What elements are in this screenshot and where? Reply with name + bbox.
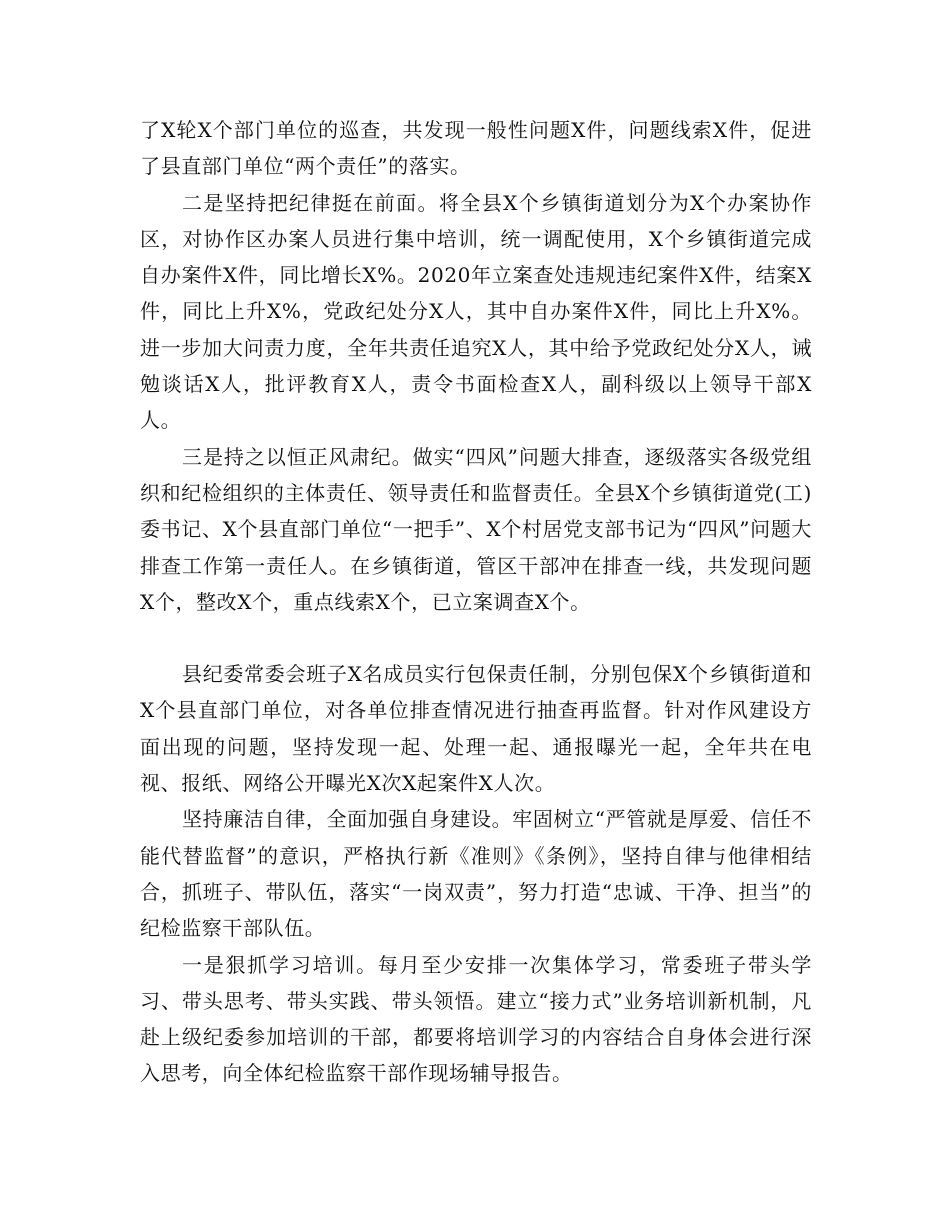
paragraph-training: 一是狠抓学习培训。每月至少安排一次集体学习，常委班子带头学习、带头思考、带头实践、带头领悟。建立“接力式”业务培训新机制，凡赴上级纪委参加培训的干部，都要将培训学习的内容结合自身体会进行深入思考，向全体纪检监察干部作现场辅导报告。 bbox=[140, 952, 812, 1086]
paragraph-self-discipline: 坚持廉洁自律，全面加强自身建设。牢固树立“严管就是厚爱、信任不能代替监督”的意识，严格执行新《准则》《条例》，坚持自律与他律相结合，抓班子、带队伍，落实“一岗双责”，努力打造“忠诚、干净、担当”的纪检监察干部队伍。 bbox=[140, 807, 812, 941]
paragraph-discipline: 二是坚持把纪律挺在前面。将全县X个乡镇街道划分为X个办案协作区，对协作区办案人员进行集中培训，统一调配使用，X个乡镇街道完成自办案件X件，同比增长X%。2020年立案查处违规违纪案件X件，结案X件，同比上升X%，党政纪处分X人，其中自办案件X件，同比上升X%。进一步加大问责力度，全年共责任追究X人，其中给予党政纪处分X人，诫勉谈话X人，批评教育X人，责令书面检查X人，副科级以上领导干部X人。 bbox=[140, 190, 812, 433]
paragraph-four-winds: 三是持之以恒正风肃纪。做实“四风”问题大排查，逐级落实各级党组织和纪检组织的主体责任、领导责任和监督责任。全县X个乡镇街道党(工)委书记、X个县直部门单位“一把手”、X个村居党支部书记为“四风”问题大排查工作第一责任人。在乡镇街道，管区干部冲在排查一线，共发现问题X个，整改X个，重点线索X个，已立案调查X个。 bbox=[140, 444, 812, 614]
paragraph-continuation: 了X轮X个部门单位的巡查，共发现一般性问题X件，问题线索X件，促进了县直部门单位“两个责任”的落实。 bbox=[140, 118, 812, 179]
paragraph-standing-committee: 县纪委常委会班子X名成员实行包保责任制，分别包保X个乡镇街道和X个县直部门单位，对各单位排查情况进行抽查再监督。针对作风建设方面出现的问题，坚持发现一起、处理一起、通报曝光一起，全年共在电视、报纸、网络公开曝光X次X起案件X人次。 bbox=[140, 662, 812, 796]
document-body bbox=[140, 112, 812, 1092]
